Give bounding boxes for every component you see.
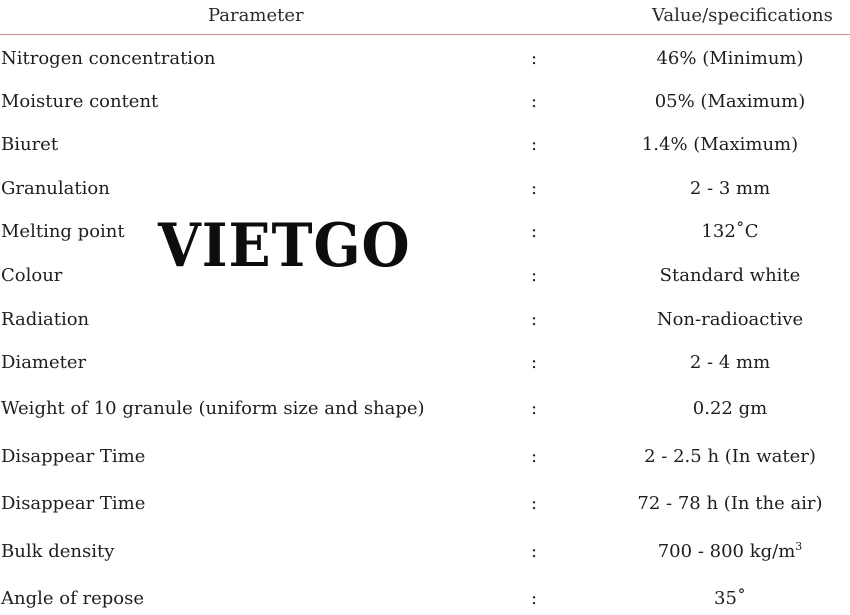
- parameter-cell: Diameter: [1, 352, 87, 373]
- table-row: [0, 174, 850, 204]
- colon-separator: :: [530, 265, 538, 286]
- table-row: [0, 130, 850, 160]
- table-row: [0, 348, 850, 378]
- value-cell: 46% (Minimum): [656, 48, 804, 69]
- parameter-cell: Moisture content: [1, 91, 159, 112]
- table-header: [0, 0, 850, 35]
- table-row: [0, 584, 850, 614]
- parameter-cell: Angle of repose: [1, 588, 144, 609]
- table-row: [0, 537, 850, 567]
- vietgo-watermark: VIETGO: [158, 211, 411, 281]
- value-text: 700 - 800 kg/m: [657, 541, 796, 562]
- value-cell: 1.4% (Maximum): [641, 134, 799, 155]
- colon-separator: :: [530, 134, 538, 155]
- colon-separator: :: [530, 221, 538, 242]
- parameter-cell: Disappear Time: [1, 446, 146, 467]
- table-row: [0, 305, 850, 335]
- table-row: [0, 489, 850, 519]
- table-row: [0, 394, 850, 424]
- table-row: [0, 261, 850, 291]
- colon-separator: :: [530, 48, 538, 69]
- value-cell: 0.22 gm: [692, 398, 768, 419]
- value-cell: 132˚C: [701, 221, 759, 242]
- colon-separator: :: [530, 352, 538, 373]
- value-cell: 35˚: [714, 588, 746, 609]
- parameter-cell: Weight of 10 granule (uniform size and shape): [1, 398, 425, 419]
- value-cell: 2 - 4 mm: [689, 352, 771, 373]
- value-cell: 2 - 2.5 h (In water): [644, 446, 816, 467]
- parameter-cell: Radiation: [1, 309, 90, 330]
- colon-separator: :: [530, 493, 538, 514]
- value-cell: Non-radioactive: [656, 309, 804, 330]
- value-cell: 72 - 78 h (In the air): [637, 493, 823, 514]
- colon-separator: :: [530, 91, 538, 112]
- value-superscript: 3: [795, 540, 803, 553]
- parameter-cell: Biuret: [1, 134, 59, 155]
- colon-separator: :: [530, 588, 538, 609]
- colon-separator: :: [530, 178, 538, 199]
- parameter-cell: Colour: [1, 265, 63, 286]
- value-cell: [610, 537, 850, 567]
- parameter-cell: Bulk density: [1, 541, 115, 562]
- table-row: [0, 44, 850, 74]
- table-row: [0, 442, 850, 472]
- parameter-cell: Granulation: [1, 178, 110, 199]
- parameter-cell: Disappear Time: [1, 493, 146, 514]
- value-cell: 05% (Maximum): [654, 91, 806, 112]
- table-row: [0, 87, 850, 117]
- header-value-specifications: Value/specifications: [652, 5, 833, 26]
- table-row: [0, 217, 850, 247]
- colon-separator: :: [530, 309, 538, 330]
- colon-separator: :: [530, 398, 538, 419]
- colon-separator: :: [530, 541, 538, 562]
- parameter-cell: Nitrogen concentration: [1, 48, 216, 69]
- value-cell: Standard white: [659, 265, 801, 286]
- colon-separator: :: [530, 446, 538, 467]
- value-cell: 2 - 3 mm: [689, 178, 771, 199]
- parameter-cell: Melting point: [1, 221, 125, 242]
- header-parameter: Parameter: [208, 5, 304, 26]
